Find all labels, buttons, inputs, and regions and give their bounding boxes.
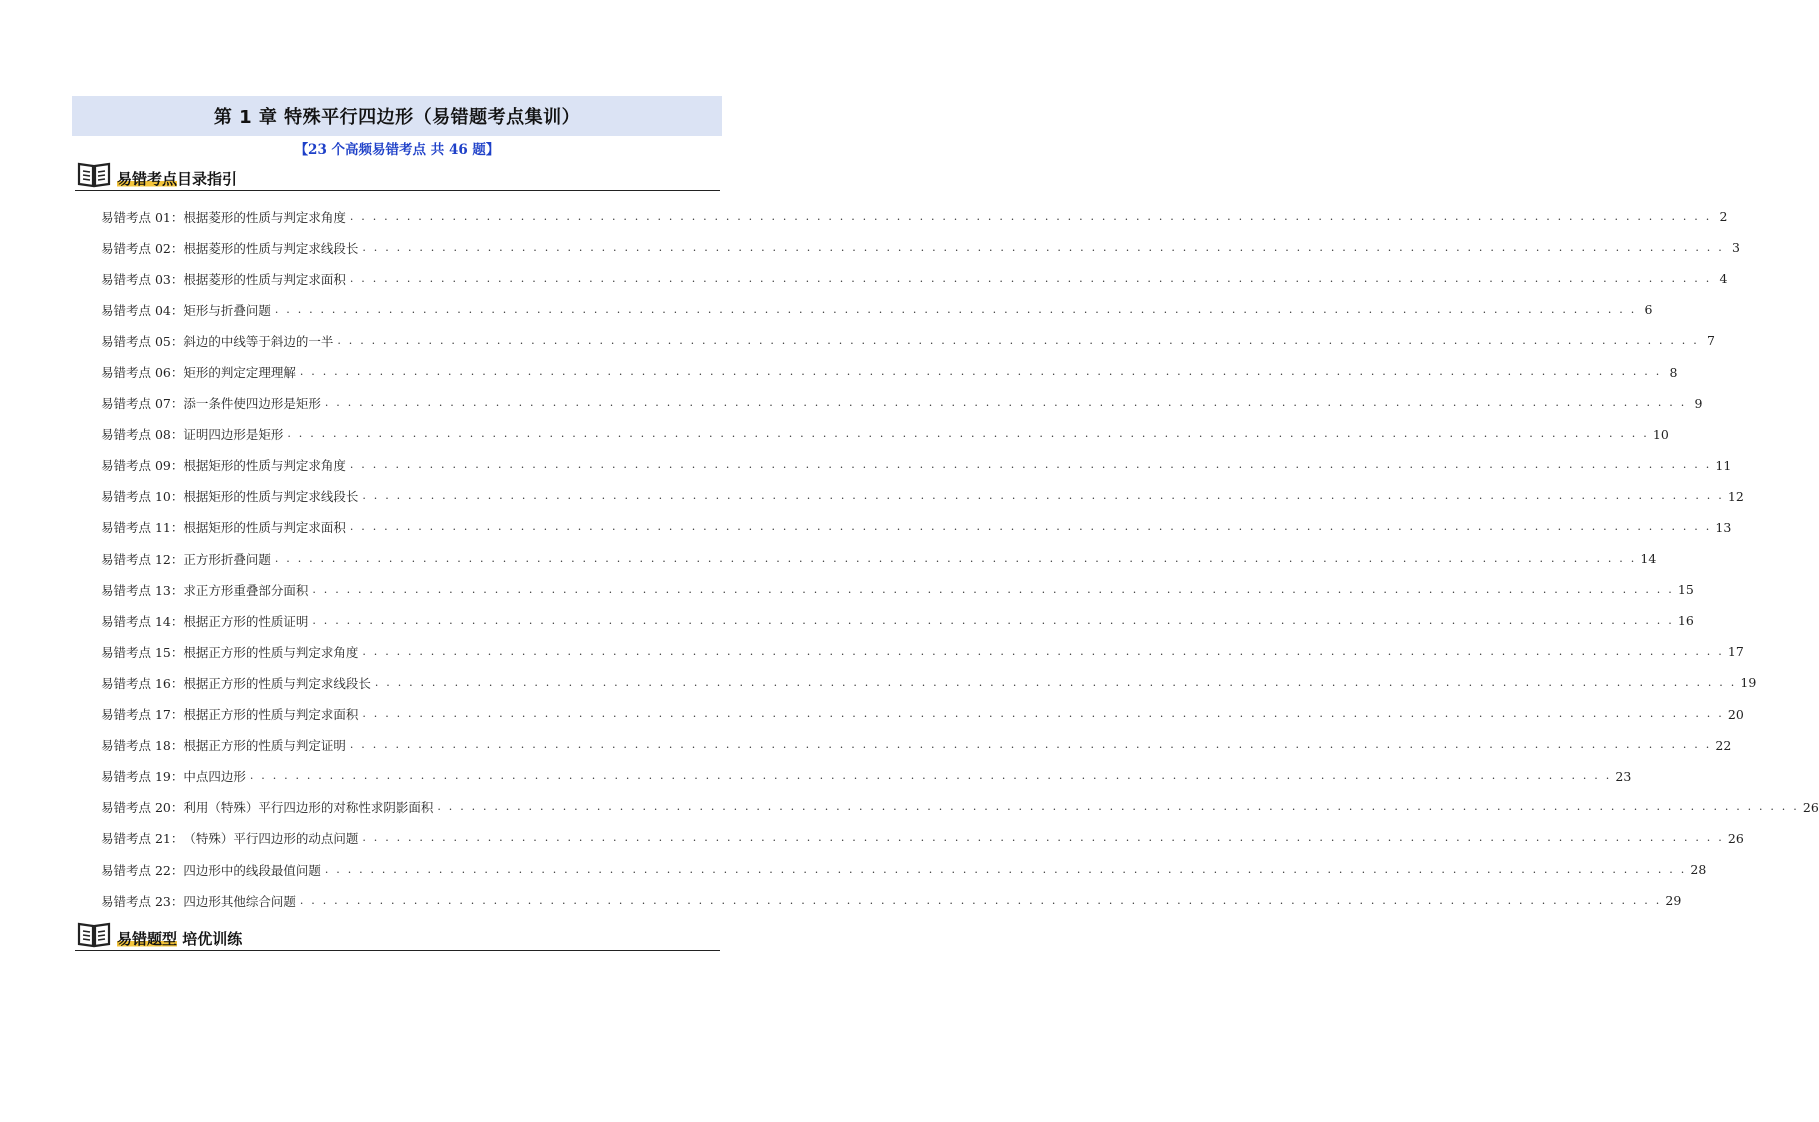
toc-entry-title: 根据正方形的性质与判定求线段长 [183, 675, 371, 691]
book-icon [77, 920, 111, 948]
toc-leader-dots: . . . . . . . . . . . . . . . . . . . . . . . . . . . . . . . . . . . . . . . . . . . . . . . . . . . . . . . . . . . . . . . . . . . . . . . . . . . . . . . . . . . . . . . . . . . . . . . . . . . . . . . . . . . . . . . . . . . . . . . . [299, 365, 1662, 379]
toc-entry[interactable] [101, 823, 1744, 854]
toc-entry[interactable] [101, 667, 1757, 698]
chapter-subtitle: 【23 个高频易错考点 共 46 题】 [294, 142, 500, 158]
toc-leader-dots: . . . . . . . . . . . . . . . . . . . . . . . . . . . . . . . . . . . . . . . . . . . . . . . . . . . . . . . . . . . . . . . . . . . . . . . . . . . . . . . . . . . . . . . . . . . . . . . . . . . . . . . . . . . . . . . . . . . . . . . . [362, 831, 1724, 845]
toc-entry-title: 根据正方形的性质与判定证明 [183, 738, 346, 754]
toc-entry-label: 易错考点 01： [101, 209, 184, 225]
toc-entry-title: 根据正方形的性质与判定求角度 [183, 644, 359, 660]
toc-entry-label: 易错考点 07： [101, 396, 184, 412]
toc-entry[interactable] [101, 481, 1744, 512]
toc-entry-title: 添一条件使四边形是矩形 [183, 396, 321, 412]
toc-leader-dots: . . . . . . . . . . . . . . . . . . . . . . . . . . . . . . . . . . . . . . . . . . . . . . . . . . . . . . . . . . . . . . . . . . . . . . . . . . . . . . . . . . . . . . . . . . . . . . . . . . . . . . . . . . . . . . . . . . . . . . . . [312, 613, 1674, 627]
toc-entry-label: 易错考点 22： [101, 862, 184, 878]
toc-entry-page: 2 [1719, 209, 1728, 225]
toc-entry-label: 易错考点 06： [101, 365, 184, 381]
toc-entry[interactable] [101, 512, 1732, 543]
toc-leader-dots: . . . . . . . . . . . . . . . . . . . . . . . . . . . . . . . . . . . . . . . . . . . . . . . . . . . . . . . . . . . . . . . . . . . . . . . . . . . . . . . . . . . . . . . . . . . . . . . . . . . . . . . . . . . . . . . . . . . . . . . . [437, 800, 1799, 814]
toc-entry-page: 3 [1731, 240, 1740, 256]
toc-entry-title: 中点四边形 [183, 769, 246, 785]
toc-entry[interactable] [101, 419, 1669, 450]
book-icon [77, 160, 111, 188]
toc-entry-page: 12 [1727, 488, 1744, 504]
section-training-heading [75, 920, 720, 951]
toc-entry-title: 根据矩形的性质与判定求面积 [183, 520, 346, 536]
toc-leader-dots: . . . . . . . . . . . . . . . . . . . . . . . . . . . . . . . . . . . . . . . . . . . . . . . . . . . . . . . . . . . . . . . . . . . . . . . . . . . . . . . . . . . . . . . . . . . . . . . . . . . . . . . . . . . . . . . . . . . . . . . . [349, 271, 1712, 285]
toc-leader-dots: . . . . . . . . . . . . . . . . . . . . . . . . . . . . . . . . . . . . . . . . . . . . . . . . . . . . . . . . . . . . . . . . . . . . . . . . . . . . . . . . . . . . . . . . . . . . . . . . . . . . . . . . . . . . . . . . . . . . . . . . [299, 893, 1662, 907]
table-of-contents [101, 201, 1819, 916]
toc-entry-page: 6 [1644, 302, 1653, 318]
toc-entry-label: 易错考点 12： [101, 551, 184, 567]
section-toc-title [117, 168, 237, 189]
toc-entry-label: 易错考点 09： [101, 458, 184, 474]
toc-entry-page: 26 [1727, 830, 1744, 846]
toc-entry-title: 证明四边形是矩形 [183, 427, 284, 443]
toc-entry-label: 易错考点 14： [101, 613, 184, 629]
toc-entry-page: 20 [1727, 706, 1744, 722]
toc-entry-title: 利用（特殊）平行四边形的对称性求阴影面积 [183, 800, 434, 816]
toc-leader-dots: . . . . . . . . . . . . . . . . . . . . . . . . . . . . . . . . . . . . . . . . . . . . . . . . . . . . . . . . . . . . . . . . . . . . . . . . . . . . . . . . . . . . . . . . . . . . . . . . . . . . . . . . . . . . . . . . . . . . . . . . [349, 458, 1712, 472]
toc-leader-dots: . . . . . . . . . . . . . . . . . . . . . . . . . . . . . . . . . . . . . . . . . . . . . . . . . . . . . . . . . . . . . . . . . . . . . . . . . . . . . . . . . . . . . . . . . . . . . . . . . . . . . . . . . . . . . . . . . . . . . . . . [362, 240, 1724, 254]
toc-entry-label: 易错考点 10： [101, 489, 184, 505]
toc-entry[interactable] [101, 605, 1694, 636]
toc-entry[interactable] [101, 388, 1703, 419]
toc-entry-title: （特殊）平行四边形的动点问题 [183, 831, 359, 847]
toc-entry-label: 易错考点 19： [101, 769, 184, 785]
toc-entry[interactable] [101, 325, 1715, 356]
toc-entry-title: 根据菱形的性质与判定求线段长 [183, 240, 359, 256]
toc-entry[interactable] [101, 450, 1732, 481]
toc-entry-page: 13 [1715, 519, 1732, 535]
toc-entry-label: 易错考点 13： [101, 582, 184, 598]
toc-entry-title: 根据矩形的性质与判定求角度 [183, 458, 346, 474]
toc-entry-page: 8 [1669, 364, 1678, 380]
toc-entry-page: 23 [1615, 768, 1632, 784]
toc-entry-label: 易错考点 16： [101, 675, 184, 691]
chapter-title: 第 1 章 特殊平行四边形（易错题考点集训） [213, 107, 581, 128]
toc-leader-dots: . . . . . . . . . . . . . . . . . . . . . . . . . . . . . . . . . . . . . . . . . . . . . . . . . . . . . . . . . . . . . . . . . . . . . . . . . . . . . . . . . . . . . . . . . . . . . . . . . . . . . . . . . . . . . . . . . . . . . . . . [349, 520, 1712, 534]
toc-entry-label: 易错考点 21： [101, 831, 184, 847]
toc-entry-title: 根据菱形的性质与判定求角度 [183, 209, 346, 225]
toc-entry-title: 根据正方形的性质证明 [183, 613, 309, 629]
toc-entry-page: 9 [1694, 395, 1703, 411]
toc-entry[interactable] [101, 232, 1740, 263]
section-toc-highlight: 易错考点 [117, 170, 178, 188]
toc-entry-page: 4 [1719, 271, 1728, 287]
toc-entry-page: 16 [1677, 613, 1694, 629]
toc-entry-label: 易错考点 11： [101, 520, 184, 536]
toc-leader-dots: . . . . . . . . . . . . . . . . . . . . . . . . . . . . . . . . . . . . . . . . . . . . . . . . . . . . . . . . . . . . . . . . . . . . . . . . . . . . . . . . . . . . . . . . . . . . . . . . . . . . . . . . . . . . . . . . . . . . . . . . [337, 333, 1699, 347]
toc-entry[interactable] [101, 792, 1819, 823]
toc-entry-label: 易错考点 08： [101, 427, 184, 443]
section-toc-rest: 目录指引 [177, 170, 238, 188]
toc-entry-label: 易错考点 04： [101, 302, 184, 318]
toc-entry-label: 易错考点 03： [101, 271, 184, 287]
toc-entry[interactable] [101, 356, 1678, 387]
section-training-title [117, 928, 242, 949]
toc-entry-page: 17 [1727, 644, 1744, 660]
toc-leader-dots: . . . . . . . . . . . . . . . . . . . . . . . . . . . . . . . . . . . . . . . . . . . . . . . . . . . . . . . . . . . . . . . . . . . . . . . . . . . . . . . . . . . . . . . . . . . . . . . . . . . . . . . . . . . . . . . . . . . . . . . . [362, 489, 1724, 503]
toc-entry-label: 易错考点 02： [101, 240, 184, 256]
toc-entry-label: 易错考点 15： [101, 644, 184, 660]
toc-entry-page: 26 [1802, 799, 1819, 815]
toc-entry[interactable] [101, 730, 1732, 761]
toc-leader-dots: . . . . . . . . . . . . . . . . . . . . . . . . . . . . . . . . . . . . . . . . . . . . . . . . . . . . . . . . . . . . . . . . . . . . . . . . . . . . . . . . . . . . . . . . . . . . . . . . . . . . . . . . . . . . . . . . . . . . . . . . [349, 209, 1712, 223]
toc-leader-dots: . . . . . . . . . . . . . . . . . . . . . . . . . . . . . . . . . . . . . . . . . . . . . . . . . . . . . . . . . . . . . . . . . . . . . . . . . . . . . . . . . . . . . . . . . . . . . . . . . . . . . . . . . . . . . . . . . . . . . . . . [312, 582, 1674, 596]
toc-entry[interactable] [101, 761, 1632, 792]
toc-entry[interactable] [101, 543, 1657, 574]
toc-entry-label: 易错考点 23： [101, 893, 184, 909]
toc-entry[interactable] [101, 294, 1653, 325]
toc-leader-dots: . . . . . . . . . . . . . . . . . . . . . . . . . . . . . . . . . . . . . . . . . . . . . . . . . . . . . . . . . . . . . . . . . . . . . . . . . . . . . . . . . . . . . . . . . . . . . . . . . . . . . . . . . . . . . . . . . . . . . . . . [349, 738, 1712, 752]
toc-entry-title: 正方形折叠问题 [183, 551, 271, 567]
section-toc-heading [75, 160, 720, 191]
toc-entry-title: 求正方形重叠部分面积 [183, 582, 309, 598]
toc-entry-page: 11 [1715, 457, 1732, 473]
toc-entry[interactable] [101, 636, 1744, 667]
toc-leader-dots: . . . . . . . . . . . . . . . . . . . . . . . . . . . . . . . . . . . . . . . . . . . . . . . . . . . . . . . . . . . . . . . . . . . . . . . . . . . . . . . . . . . . . . . . . . . . . . . . . . . . . . . . . . . . . . . . . . . . . . . . [274, 551, 1637, 565]
toc-entry[interactable] [101, 854, 1707, 885]
toc-entry-page: 22 [1715, 737, 1732, 753]
toc-entry-page: 14 [1640, 551, 1657, 567]
toc-entry-title: 矩形的判定定理理解 [183, 365, 296, 381]
toc-entry[interactable] [101, 574, 1694, 605]
toc-leader-dots: . . . . . . . . . . . . . . . . . . . . . . . . . . . . . . . . . . . . . . . . . . . . . . . . . . . . . . . . . . . . . . . . . . . . . . . . . . . . . . . . . . . . . . . . . . . . . . . . . . . . . . . . . . . . . . . . . . . . . . . . [324, 862, 1687, 876]
toc-entry-label: 易错考点 18： [101, 738, 184, 754]
toc-entry-label: 易错考点 20： [101, 800, 184, 816]
toc-entry-page: 7 [1706, 333, 1715, 349]
toc-entry-page: 15 [1677, 582, 1694, 598]
section-training-highlight: 易错题型 [117, 930, 178, 948]
toc-entry-label: 易错考点 05： [101, 333, 184, 349]
toc-entry-title: 根据正方形的性质与判定求面积 [183, 707, 359, 723]
toc-entry-title: 根据菱形的性质与判定求面积 [183, 271, 346, 287]
toc-leader-dots: . . . . . . . . . . . . . . . . . . . . . . . . . . . . . . . . . . . . . . . . . . . . . . . . . . . . . . . . . . . . . . . . . . . . . . . . . . . . . . . . . . . . . . . . . . . . . . . . . . . . . . . . . . . . . . . . . . . . . . . . [287, 427, 1649, 441]
toc-entry[interactable] [101, 263, 1728, 294]
toc-leader-dots: . . . . . . . . . . . . . . . . . . . . . . . . . . . . . . . . . . . . . . . . . . . . . . . . . . . . . . . . . . . . . . . . . . . . . . . . . . . . . . . . . . . . . . . . . . . . . . . . . . . . . . . . . . . . . . . . . . . . . . . . [274, 302, 1637, 316]
chapter-title-bar [72, 96, 722, 136]
toc-leader-dots: . . . . . . . . . . . . . . . . . . . . . . . . . . . . . . . . . . . . . . . . . . . . . . . . . . . . . . . . . . . . . . . . . . . . . . . . . . . . . . . . . . . . . . . . . . . . . . . . . . . . . . . . . . . . . . . . . . . . . . . . [362, 644, 1724, 658]
toc-entry-title: 四边形其他综合问题 [183, 893, 296, 909]
toc-leader-dots: . . . . . . . . . . . . . . . . . . . . . . . . . . . . . . . . . . . . . . . . . . . . . . . . . . . . . . . . . . . . . . . . . . . . . . . . . . . . . . . . . . . . . . . . . . . . . . . . . . . . . . . . . . . . . . . . . . . . . . . . [324, 396, 1687, 410]
toc-entry-page: 19 [1740, 675, 1757, 691]
toc-entry-label: 易错考点 17： [101, 707, 184, 723]
toc-entry[interactable] [101, 699, 1744, 730]
toc-leader-dots: . . . . . . . . . . . . . . . . . . . . . . . . . . . . . . . . . . . . . . . . . . . . . . . . . . . . . . . . . . . . . . . . . . . . . . . . . . . . . . . . . . . . . . . . . . . . . . . . . . . . . . . . . . . . . . . . . . . . . . . . [374, 675, 1737, 689]
toc-entry[interactable] [101, 885, 1682, 916]
toc-entry-page: 28 [1690, 862, 1707, 878]
toc-entry[interactable] [101, 201, 1728, 232]
toc-entry-page: 10 [1652, 426, 1669, 442]
toc-leader-dots: . . . . . . . . . . . . . . . . . . . . . . . . . . . . . . . . . . . . . . . . . . . . . . . . . . . . . . . . . . . . . . . . . . . . . . . . . . . . . . . . . . . . . . . . . . . . . . . . . . . . . . . . . . . . . . . . . . . . . . . . [362, 707, 1724, 721]
toc-leader-dots: . . . . . . . . . . . . . . . . . . . . . . . . . . . . . . . . . . . . . . . . . . . . . . . . . . . . . . . . . . . . . . . . . . . . . . . . . . . . . . . . . . . . . . . . . . . . . . . . . . . . . . . . . . . . . . . . . . . . . . . . [249, 769, 1612, 783]
toc-entry-title: 四边形中的线段最值问题 [183, 862, 321, 878]
section-training-rest: 培优训练 [177, 930, 243, 948]
toc-entry-title: 矩形与折叠问题 [183, 302, 271, 318]
toc-entry-title: 斜边的中线等于斜边的一半 [183, 333, 334, 349]
toc-entry-title: 根据矩形的性质与判定求线段长 [183, 489, 359, 505]
toc-entry-page: 29 [1665, 893, 1682, 909]
